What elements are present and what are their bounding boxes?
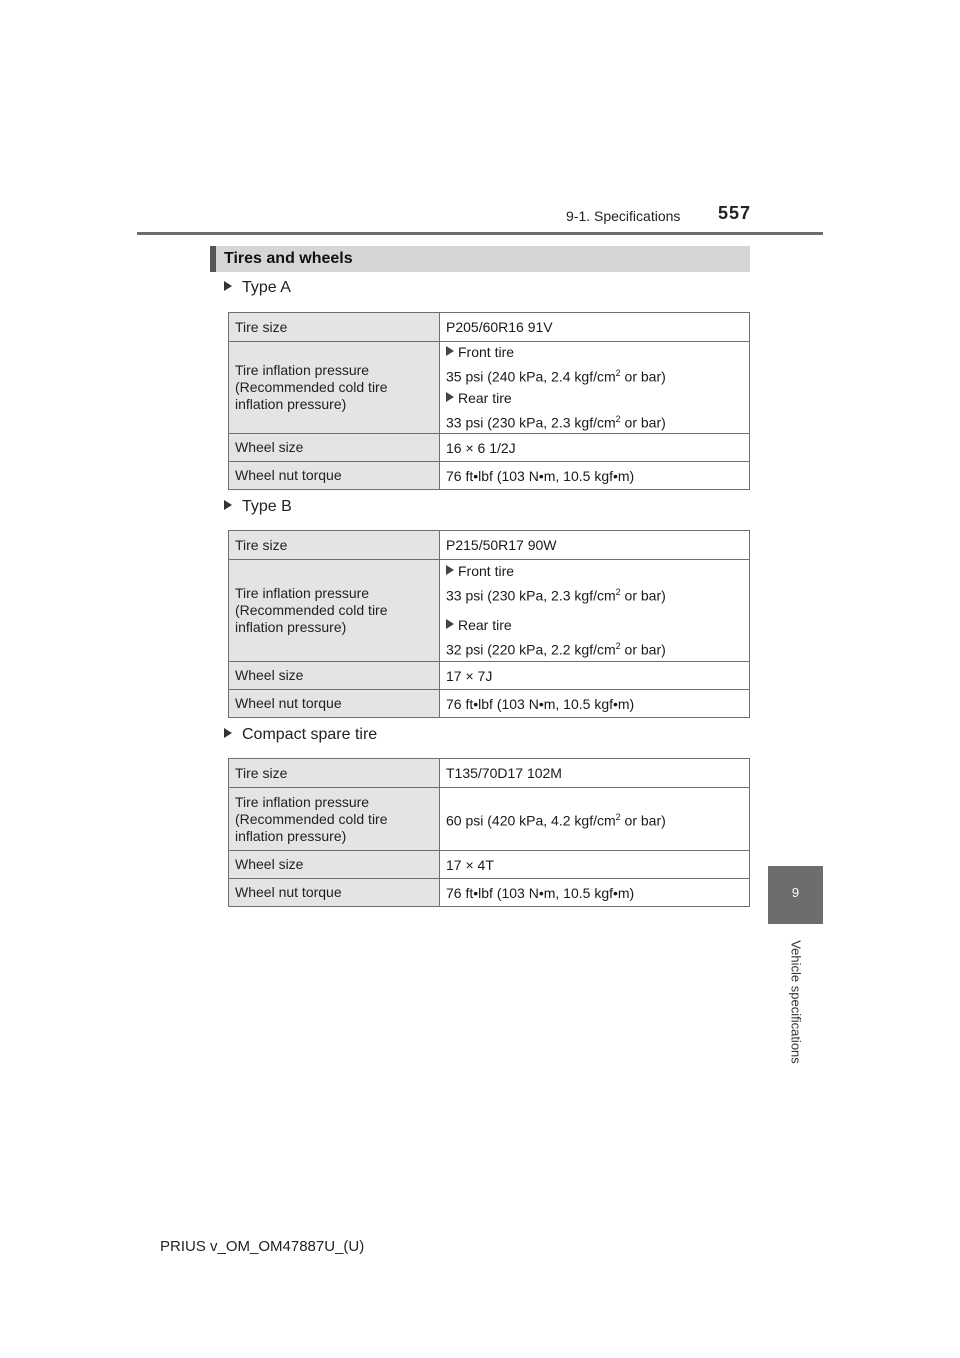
- bullet-triangle-icon: [224, 500, 232, 510]
- chapter-number: 9: [791, 885, 800, 900]
- superscript: 2: [615, 811, 621, 822]
- type-b-heading: [224, 498, 292, 516]
- pressure-label: Tire inflation pressure (Recommended cold tire inflation pressure): [229, 560, 440, 662]
- tire-size-value: P215/50R17 90W: [440, 531, 750, 560]
- tire-size-label: Tire size: [229, 531, 440, 560]
- header-rule: [137, 232, 823, 235]
- wheel-size-value: 17 × 7J: [440, 662, 750, 690]
- torque-value: 76 ft•lbf (103 N•m, 10.5 kgf•m): [440, 690, 750, 718]
- rear-pressure: 32 psi (220 kPa, 2.2 kgf/cm: [446, 641, 616, 658]
- type-a-heading-text: Type A: [242, 279, 291, 296]
- chapter-tab: [768, 866, 823, 924]
- torque-value: 76 ft•lbf (103 N•m, 10.5 kgf•m): [440, 462, 750, 490]
- table-row: [229, 690, 750, 718]
- table-row: [229, 434, 750, 462]
- type-b-heading-text: Type B: [242, 498, 292, 515]
- table-row: [229, 531, 750, 560]
- rear-tire-label: Rear tire: [458, 389, 512, 406]
- table-row: [229, 342, 750, 434]
- table-row: [229, 879, 750, 907]
- footer-doc-id: PRIUS v_OM_OM47887U_(U): [160, 1238, 365, 1255]
- superscript: 2: [615, 413, 621, 424]
- front-pressure-end: or bar): [620, 368, 666, 385]
- pressure-label: Tire inflation pressure (Recommended cold tire inflation pressure): [229, 342, 440, 434]
- wheel-size-label: Wheel size: [229, 434, 440, 462]
- wheel-size-value: 17 × 4T: [440, 851, 750, 879]
- wheel-size-label: Wheel size: [229, 662, 440, 690]
- table-row: [229, 759, 750, 788]
- superscript: 2: [615, 368, 621, 378]
- bullet-triangle-icon: [446, 565, 454, 575]
- bullet-triangle-icon: [224, 281, 232, 291]
- torque-label: Wheel nut torque: [229, 879, 440, 907]
- page-number: 557: [718, 203, 752, 223]
- rear-pressure-end: or bar): [620, 414, 666, 431]
- table-row: [229, 462, 750, 490]
- table-row: [229, 560, 750, 662]
- type-a-heading: [224, 279, 291, 297]
- tire-size-label: Tire size: [229, 759, 440, 788]
- spare-heading: [224, 726, 377, 744]
- section-header-text: 9-1. Specifications: [566, 208, 681, 224]
- superscript: 2: [615, 640, 621, 651]
- tire-size-label: Tire size: [229, 313, 440, 342]
- table-row: [229, 788, 750, 851]
- section-title-bar: [210, 246, 750, 272]
- tire-size-value: P205/60R16 91V: [440, 313, 750, 342]
- pressure-value: [440, 342, 750, 434]
- tire-size-value: T135/70D17 102M: [440, 759, 750, 788]
- pressure-value: [440, 788, 750, 851]
- type-b-table: [228, 530, 750, 718]
- section-title: Tires and wheels: [224, 250, 353, 267]
- bullet-triangle-icon: [446, 346, 454, 356]
- spare-pressure-end: or bar): [620, 812, 666, 829]
- wheel-size-label: Wheel size: [229, 851, 440, 879]
- type-a-table: [228, 312, 750, 490]
- torque-label: Wheel nut torque: [229, 690, 440, 718]
- torque-value: 76 ft•lbf (103 N•m, 10.5 kgf•m): [440, 879, 750, 907]
- rear-pressure-end: or bar): [620, 641, 666, 658]
- spare-pressure: 60 psi (420 kPa, 4.2 kgf/cm: [446, 812, 616, 829]
- table-row: [229, 662, 750, 690]
- table-row: [229, 851, 750, 879]
- rear-tire-label: Rear tire: [458, 616, 512, 633]
- front-pressure-end: or bar): [620, 587, 666, 604]
- wheel-size-value: 16 × 6 1/2J: [440, 434, 750, 462]
- spare-heading-text: Compact spare tire: [242, 726, 378, 743]
- bullet-triangle-icon: [446, 619, 454, 629]
- torque-label: Wheel nut torque: [229, 462, 440, 490]
- superscript: 2: [615, 586, 621, 597]
- rear-pressure: 33 psi (230 kPa, 2.3 kgf/cm: [446, 414, 616, 431]
- front-pressure: 35 psi (240 kPa, 2.4 kgf/cm: [446, 368, 616, 385]
- spare-table: [228, 758, 750, 907]
- pressure-label: Tire inflation pressure (Recommended cold tire inflation pressure): [229, 788, 440, 851]
- front-tire-label: Front tire: [458, 562, 515, 579]
- chapter-label: Vehicle specifications: [788, 940, 804, 1064]
- bullet-triangle-icon: [446, 392, 454, 402]
- bullet-triangle-icon: [224, 728, 232, 738]
- table-row: [229, 313, 750, 342]
- pressure-value: [440, 560, 750, 662]
- front-tire-label: Front tire: [458, 344, 515, 360]
- front-pressure: 33 psi (230 kPa, 2.3 kgf/cm: [446, 587, 616, 604]
